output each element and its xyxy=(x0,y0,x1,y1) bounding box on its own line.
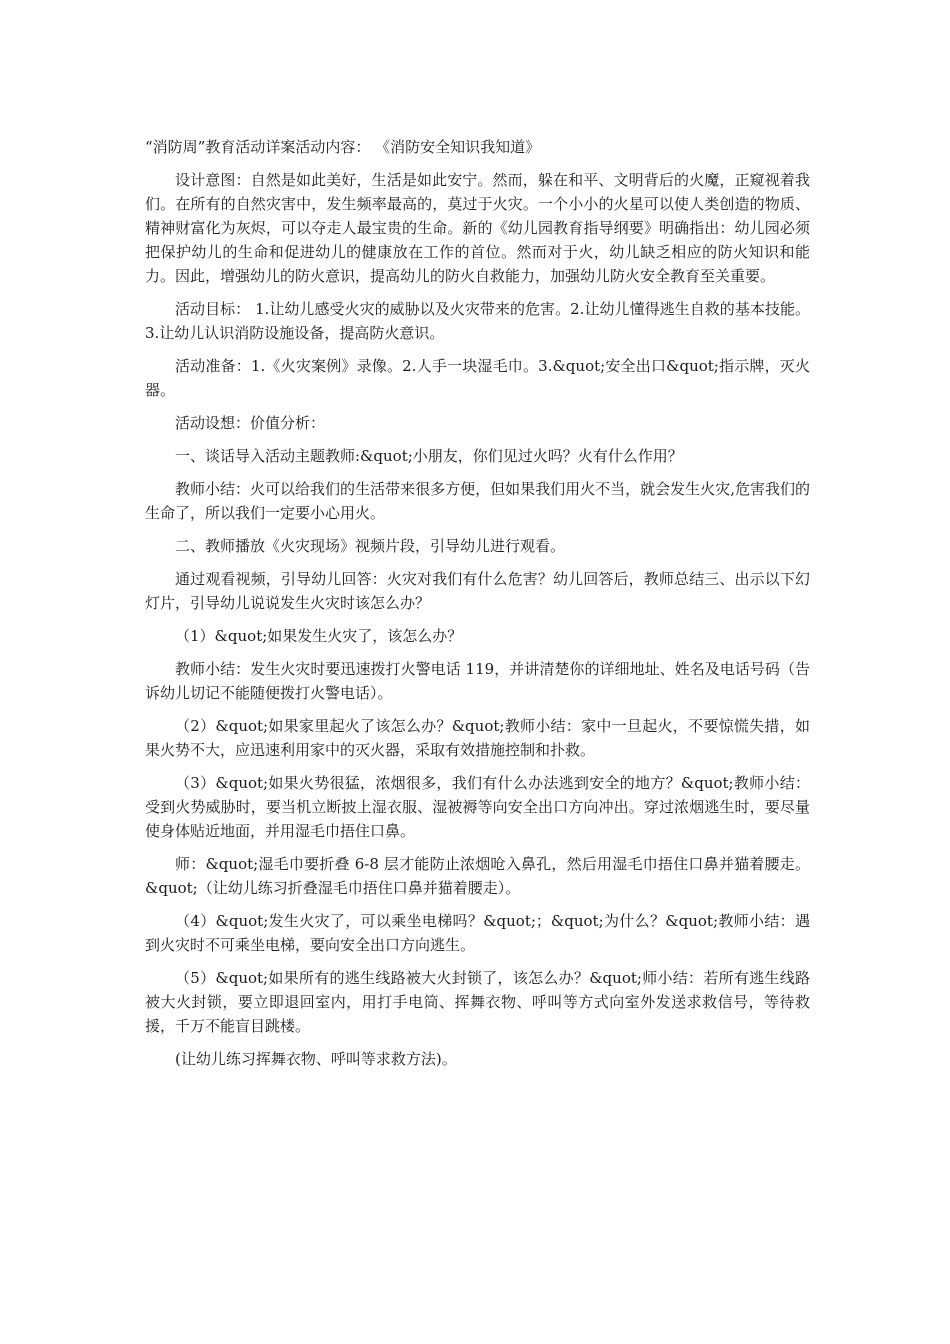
paragraph-activity-goals: 活动目标： 1.让幼儿感受火灾的威胁以及火灾带来的危害。2.让幼儿懂得逃生自救的基本技能。3.让幼儿认识消防设施设备，提高防火意识。 xyxy=(145,300,810,342)
paragraph-activity-preparation: 活动准备：1.《火灾案例》录像。2.人手一块湿毛巾。3.&quot;安全出口&quot;指示牌，灭火器。 xyxy=(145,357,810,399)
paragraph-activity-concept: 活动设想：价值分析： xyxy=(175,414,326,432)
paragraph-section-two: 二、教师播放《火灾现场》视频片段，引导幼儿进行观看。 xyxy=(175,537,566,555)
paragraph-design-intent: 设计意图：自然是如此美好，生活是如此安宁。然而，躲在和平、文明背后的火魔，正窥视着我们。在所有的自然灾害中，发生频率最高的，莫过于火灾。一个小小的火星可以使人类创造的物质、精神财富化为灰烬，可以夺走人最宝贵的生命。新的《幼儿园教育指导纲要》明确指出：幼儿园必须把保护幼儿的生命和促进幼儿的健康放在工作的首位。然而对于火，幼儿缺乏相应的防火知识和能力。因此，增强幼儿的防火意识，提高幼儿的防火自救能力，加强幼儿防火安全教育至关重要。 xyxy=(145,171,810,285)
paragraph-wet-towel: 师：&quot;湿毛巾要折叠 6-8 层才能防止浓烟呛入鼻孔，然后用湿毛巾捂住口鼻并猫着腰走。&quot;（让幼儿练习折叠湿毛巾捂住口鼻并猫着腰走）。 xyxy=(145,855,810,897)
document-title: “消防周”教育活动详案活动内容： 《消防安全知识我知道》 xyxy=(145,138,541,156)
paragraph-question-4: （4）&quot;发生火灾了，可以乘坐电梯吗？&quot;；&quot;为什么？&quot;教师小结：遇到火灾时不可乘坐电梯，要向安全出口方向逃生。 xyxy=(145,912,810,954)
paragraph-teacher-summary-1: 教师小结：火可以给我们的生活带来很多方便，但如果我们用火不当，就会发生火灾,危害我们的生命了，所以我们一定要小心用火。 xyxy=(145,480,810,522)
paragraph-video-discussion: 通过观看视频，引导幼儿回答：火灾对我们有什么危害？幼儿回答后，教师总结三、出示以下幻灯片，引导幼儿说说发生火灾时该怎么办？ xyxy=(145,570,810,612)
paragraph-question-5: （5）&quot;如果所有的逃生线路被大火封锁了，该怎么办？&quot;师小结：若所有逃生线路被大火封锁，要立即退回室内，用打手电筒、挥舞衣物、呼叫等方式向室外发送求救信号，等待救援，千万不能盲目跳楼。 xyxy=(145,969,810,1035)
paragraph-practice: (让幼儿练习挥舞衣物、呼叫等求救方法)。 xyxy=(175,1050,457,1068)
paragraph-teacher-summary-2: 教师小结：发生火灾时要迅速拨打火警电话 119，并讲清楚你的详细地址、姓名及电话号码（告诉幼儿切记不能随便拨打火警电话）。 xyxy=(145,660,810,702)
document-body xyxy=(145,135,810,1080)
paragraph-question-2: （2）&quot;如果家里起火了该怎么办？&quot;教师小结：家中一旦起火，不要惊慌失措，如果火势不大，应迅速利用家中的灭火器，采取有效措施控制和扑救。 xyxy=(145,717,810,759)
paragraph-question-1: （1）&quot;如果发生火灾了，该怎么办？ xyxy=(175,627,463,645)
paragraph-section-one: 一、谈话导入活动主题教师:&quot;小朋友，你们见过火吗？火有什么作用？ xyxy=(175,447,683,465)
paragraph-question-3: （3）&quot;如果火势很猛，浓烟很多，我们有什么办法逃到安全的地方？&quot;教师小结：受到火势威胁时，要当机立断披上湿衣服、湿被褥等向安全出口方向冲出。穿过浓烟逃生时，要尽量使身体贴近地面，并用湿毛巾捂住口鼻。 xyxy=(145,774,810,840)
